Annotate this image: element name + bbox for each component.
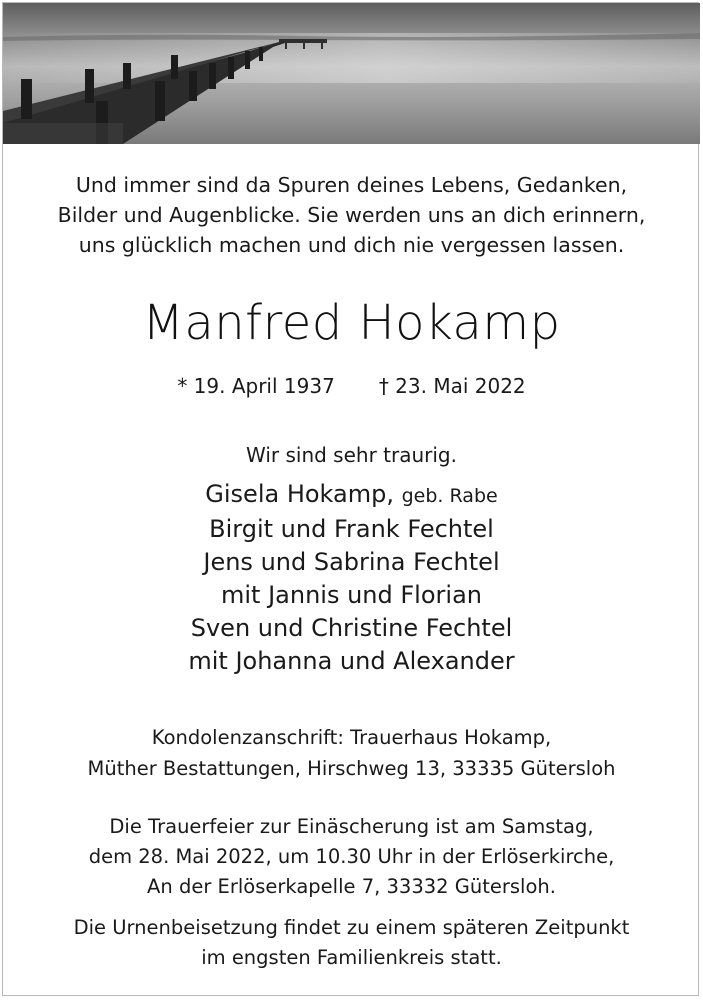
- pier-photo: [3, 3, 700, 144]
- family-member-line: Sven und Christine Fechtel: [190, 614, 513, 642]
- deceased-name: Manfred Hokamp: [142, 295, 561, 351]
- burial-line: Die Urnenbeisetzung findet zu einem späteren Zeitpunkt: [73, 916, 630, 939]
- family-member-line: [0, 478, 703, 513]
- quote-line: uns glücklich machen und dich nie vergessen lassen.: [78, 233, 625, 257]
- condolence-address: [0, 722, 703, 784]
- birth-date: * 19. April 1937: [177, 374, 335, 398]
- quote-line: Und immer sind da Spuren deines Lebens, Gedanken,: [75, 173, 628, 197]
- maiden-name-note: geb. Rabe: [401, 485, 498, 507]
- family-member-line: Jens und Sabrina Fechtel: [203, 548, 500, 576]
- family-member-line: mit Johanna und Alexander: [188, 647, 515, 675]
- life-dates: [0, 372, 703, 400]
- family-first-name: Gisela Hokamp,: [205, 480, 394, 508]
- ceremony-line: Die Trauerfeier zur Einäscherung ist am Samstag,: [109, 815, 594, 838]
- family-list: [0, 478, 703, 678]
- quote-line: Bilder und Augenblicke. Sie werden uns an dich erinnern,: [57, 203, 646, 227]
- family-member-line: mit Jannis und Florian: [221, 581, 482, 609]
- ceremony-line: dem 28. Mai 2022, um 10.30 Uhr in der Erlöserkirche,: [88, 845, 615, 868]
- memorial-quote: [0, 170, 703, 260]
- ceremony-info: [0, 812, 703, 902]
- burial-line: im engsten Familienkreis statt.: [201, 946, 502, 969]
- burial-info: [0, 913, 703, 973]
- mourning-line: Wir sind sehr traurig.: [246, 443, 457, 467]
- address-line: Müther Bestattungen, Hirschweg 13, 33335 Gütersloh: [87, 757, 616, 780]
- death-date: † 23. Mai 2022: [378, 374, 526, 398]
- family-member-line: Birgit und Frank Fechtel: [209, 515, 494, 543]
- pier-illustration: [3, 3, 700, 144]
- ceremony-line: An der Erlöserkapelle 7, 33332 Gütersloh.: [147, 875, 556, 898]
- address-line: Kondolenzanschrift: Trauerhaus Hokamp,: [151, 726, 552, 749]
